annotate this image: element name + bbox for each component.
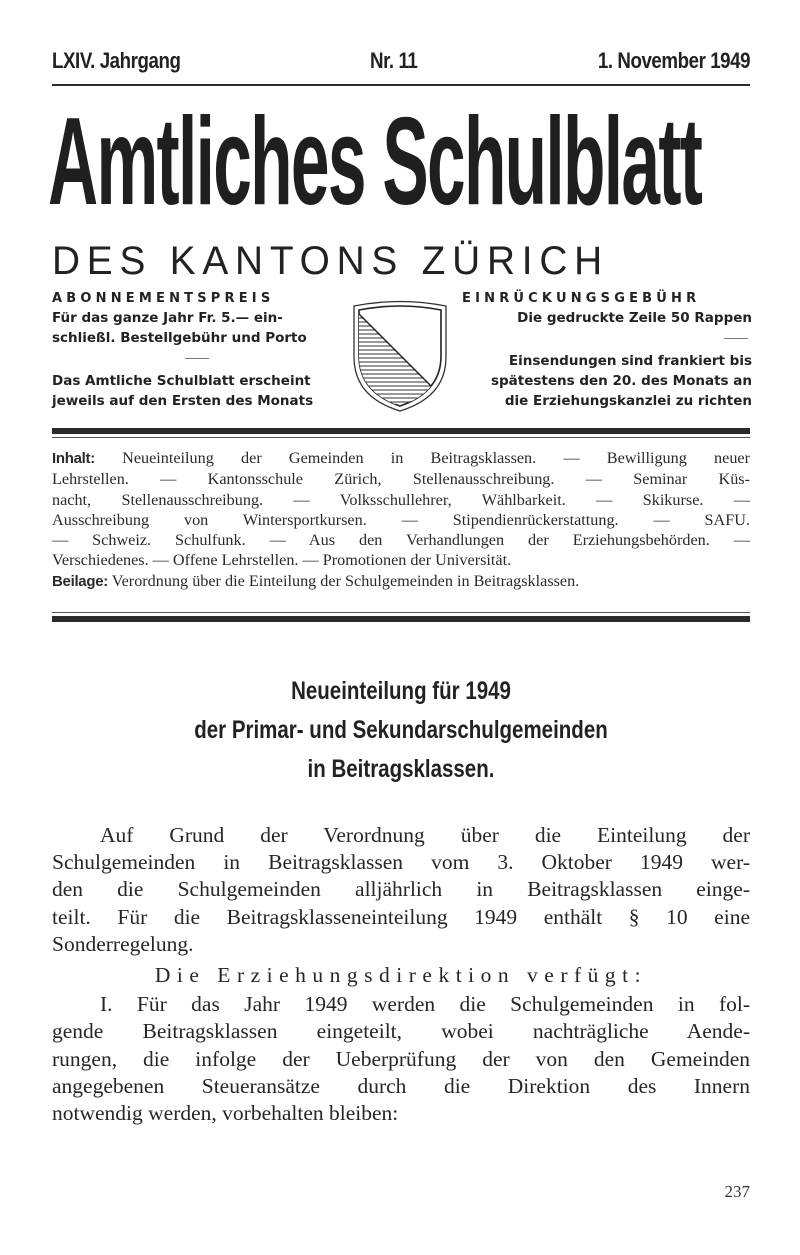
contents-label: Inhalt: [52,450,95,467]
body-line: Auf Grund der Verordnung über die Einteilung der [100,823,750,847]
subscription-info [52,290,342,411]
article-body [52,822,750,1127]
decree-heading: Die Erziehungsdirektion verfügt: [154,963,648,988]
contents-line: — Schweiz. Schulfunk. — Aus den Verhandlungen der Erziehungsbehörden. — [52,531,750,550]
contents-line: Verschiedenes. — Offene Lehrstellen. — Promotionen der Universität. [52,551,512,570]
divider [724,338,748,339]
contents-line: Neueinteilung der Gemeinden in Beitragsklassen. — Bewilligung neuer [122,449,750,467]
decree-paragraph [52,991,750,1127]
supplement-text: Verordnung über die Einteilung der Schulgemeinden in Beitragsklassen. [111,571,580,590]
contents-bottom-rule-thin [52,612,750,613]
body-line: teilt. Für die Beitragsklasseneinteilung 1949 enthält § 10 eine [52,904,750,929]
body-line: rungen, die infolge der Ueberprüfung der von den Gemeinden [52,1046,750,1071]
contents-line: nacht, Stellenausschreibung. — Volksschullehrer, Wählbarkeit. — Skikurse. — [52,490,750,509]
submission-line: die Erziehungskanzlei zu richten [504,393,752,409]
issue-number: Nr. 11 [370,48,418,73]
body-line: Schulgemeinden in Beitragsklassen vom 3. Oktober 1949 wer- [52,850,750,875]
article-title [52,672,750,789]
contents-bottom-rule-thick [52,616,750,622]
masthead-subtitle: DES KANTONS ZÜRICH [52,239,609,283]
subscription-line: Für das ganze Jahr Fr. 5.— ein- [52,310,283,326]
advertising-heading: EINRÜCKUNGSGEBÜHR [462,291,701,306]
article-title-line: Neueinteilung für 1949 [291,677,511,705]
publication-line: jeweils auf den Ersten des Monats [52,393,314,409]
publication-line: Das Amtliche Schulblatt erscheint [52,373,311,389]
issue-header [52,48,750,78]
contents-line: Ausschreibung von Wintersportkursen. — Stipendienrückerstattung. — SAFU. [52,510,750,529]
body-line: angegebenen Steueransätze durch die Direktion des Innern [52,1073,750,1098]
table-of-contents [52,448,750,592]
supplement-label: Beilage: [52,572,108,590]
header-rule [52,84,750,86]
issue-date: 1. November 1949 [597,48,750,73]
article-title-line: der Primar- und Sekundarschulgemeinden [194,716,608,744]
page-number: 237 [724,1182,750,1201]
article-title-line: in Beitragsklassen. [307,755,495,783]
body-line: gende Beitragsklassen eingeteilt, wobei nachträgliche Aende- [52,1019,750,1044]
masthead-title: Amtliches Schulblatt [48,93,702,231]
submission-line: spätestens den 20. des Monats an [490,373,752,389]
body-line: I. Für das Jahr 1949 werden die Schulgemeinden in fol- [100,992,750,1017]
body-line: Sonderregelung. [52,931,194,956]
advertising-line: Die gedruckte Zeile 50 Rappen [517,310,752,326]
subscription-line: schließl. Bestellgebühr und Porto [52,330,307,346]
contents-top-rule-thin [52,437,750,438]
contents-line: Lehrstellen. — Kantonsschule Zürich, Stellenausschreibung. — Seminar Küs- [52,470,750,489]
advertising-info [462,290,752,411]
body-line: notwendig werden, vorbehalten bleiben: [52,1101,399,1126]
submission-line: Einsendungen sind frankiert bis [508,353,752,369]
zurich-coat-of-arms-icon [351,300,449,412]
volume-label: LXIV. Jahrgang [52,48,181,73]
intro-paragraph [52,822,750,958]
divider [185,358,209,359]
contents-top-rule-thick [52,428,750,434]
subscription-heading: ABONNEMENTSPREIS [52,291,275,306]
body-line: den die Schulgemeinden alljährlich in Beitragsklassen einge- [52,877,750,902]
